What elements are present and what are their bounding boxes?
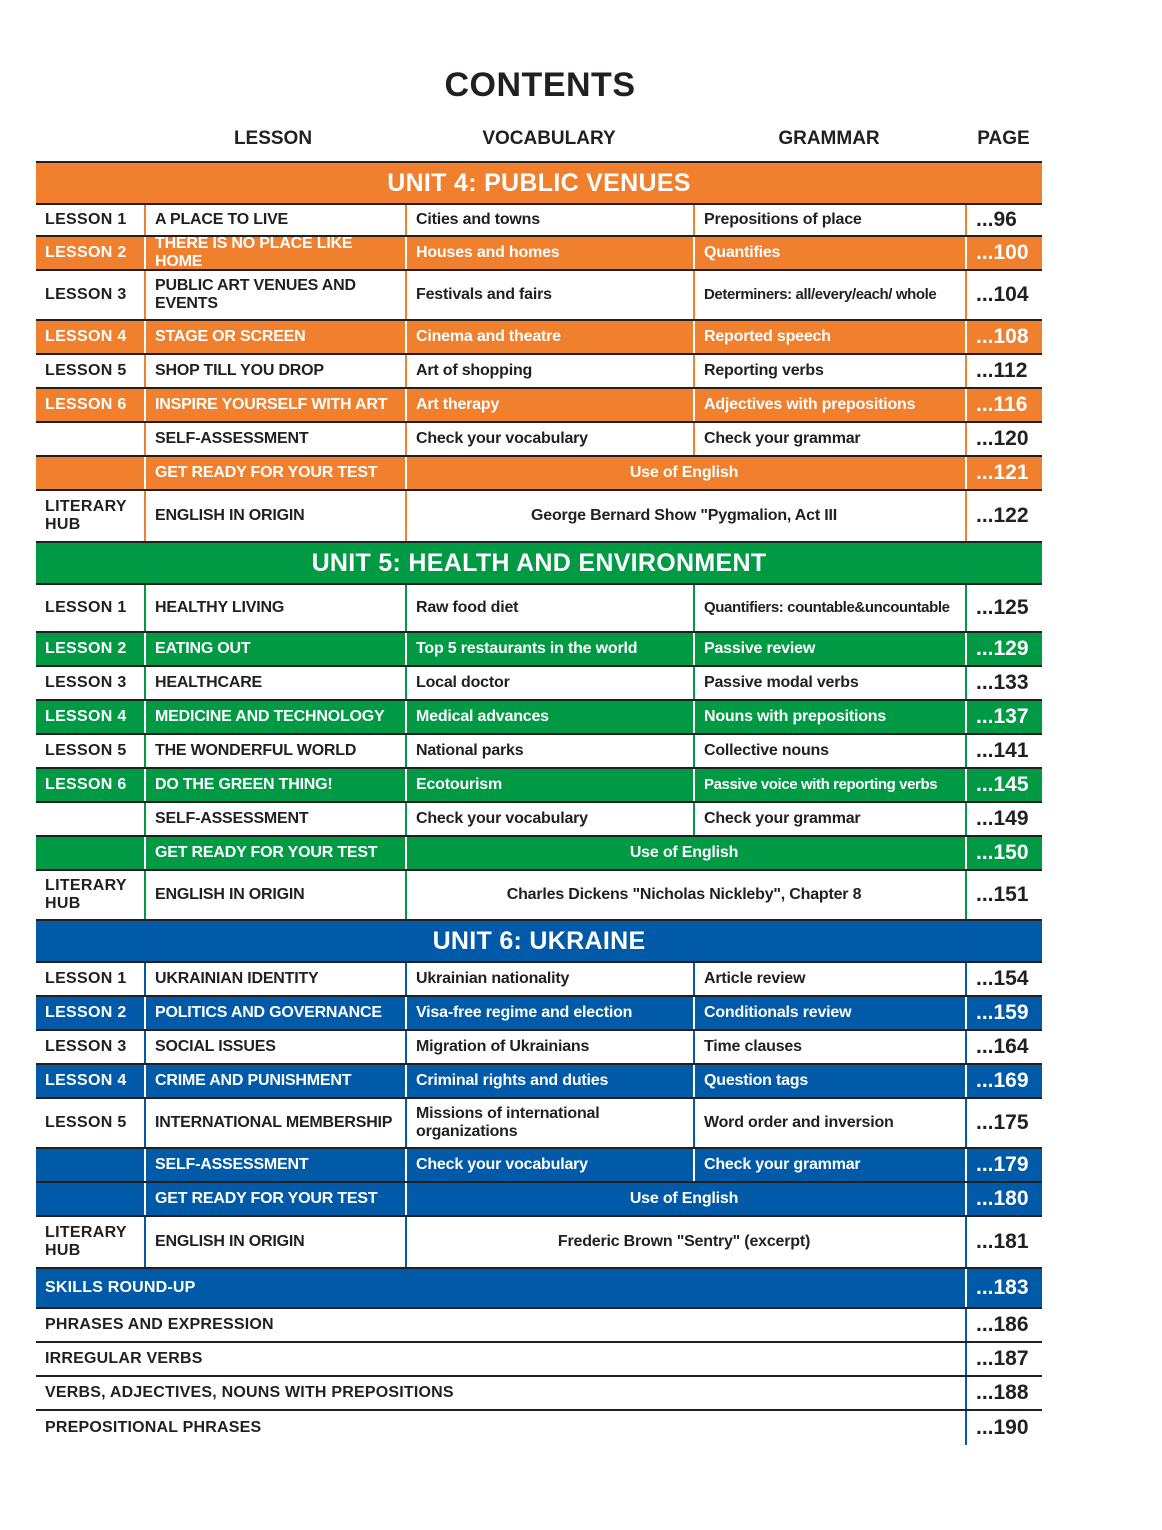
lesson-number: LESSON 6: [45, 396, 127, 413]
page-number: ...100: [965, 237, 1042, 269]
vocabulary-topic: Local doctor: [405, 667, 693, 699]
toc-row[interactable]: [36, 667, 1042, 701]
page-number: ...181: [965, 1217, 1042, 1267]
page-number: ...154: [965, 963, 1042, 995]
header-page: PAGE: [977, 128, 1030, 149]
page-number: ...187: [965, 1343, 1042, 1375]
grammar-topic: Quantifiers: countable&uncountable: [693, 585, 965, 631]
page-number: ...120: [965, 423, 1042, 455]
spanned-topic: George Bernard Show "Pygmalion, Act III: [405, 491, 965, 541]
lesson-title: SELF-ASSESSMENT: [144, 423, 405, 455]
unit-4-header: UNIT 4: PUBLIC VENUES: [36, 163, 1042, 205]
page-number: ...96: [965, 205, 1042, 235]
spanned-topic: Charles Dickens "Nicholas Nickleby", Chapter 8: [405, 871, 965, 919]
appendix-list: [36, 1309, 1042, 1445]
page-number: ...149: [965, 803, 1042, 835]
appendix-label: PHRASES AND EXPRESSION: [45, 1316, 274, 1333]
column-headers: [0, 128, 1162, 156]
header-lesson: LESSON: [233, 128, 313, 149]
header-vocabulary: VOCABULARY: [482, 128, 616, 149]
lesson-title: SOCIAL ISSUES: [144, 1031, 405, 1063]
grammar-topic: Check your grammar: [693, 423, 965, 455]
grammar-topic: Nouns with prepositions: [693, 701, 965, 733]
lesson-number: LITERARY HUB: [45, 498, 127, 533]
page-number: ...186: [965, 1309, 1042, 1341]
toc-row[interactable]: [36, 837, 1042, 871]
toc-row[interactable]: [36, 769, 1042, 803]
lesson-title: CRIME AND PUNISHMENT: [144, 1065, 405, 1097]
page-number: ...183: [965, 1269, 1042, 1307]
page-number: ...179: [965, 1149, 1042, 1181]
lesson-title: GET READY FOR YOUR TEST: [144, 837, 405, 869]
toc-row[interactable]: [36, 1031, 1042, 1065]
lesson-number: LESSON 5: [45, 362, 127, 379]
toc-row[interactable]: [36, 389, 1042, 423]
grammar-topic: Adjectives with prepositions: [693, 389, 965, 421]
toc-row[interactable]: [36, 997, 1042, 1031]
page-number: ...169: [965, 1065, 1042, 1097]
lesson-number: LESSON 2: [45, 640, 127, 657]
toc-row[interactable]: [36, 735, 1042, 769]
toc-row[interactable]: [36, 355, 1042, 389]
spanned-topic: Frederic Brown "Sentry" (excerpt): [405, 1217, 965, 1267]
spanned-topic: Use of English: [405, 1183, 965, 1215]
vocabulary-topic: Visa-free regime and election: [405, 997, 693, 1029]
lesson-number: LESSON 3: [45, 1038, 127, 1055]
appendix-label: PREPOSITIONAL PHRASES: [45, 1419, 262, 1436]
toc-row[interactable]: [36, 237, 1042, 271]
toc-row[interactable]: [36, 205, 1042, 237]
grammar-topic: Quantifies: [693, 237, 965, 269]
page-number: ...164: [965, 1031, 1042, 1063]
toc-row[interactable]: [36, 585, 1042, 633]
lesson-title: INSPIRE YOURSELF WITH ART: [144, 389, 405, 421]
toc-row[interactable]: [36, 321, 1042, 355]
grammar-topic: Conditionals review: [693, 997, 965, 1029]
lesson-number: [36, 457, 144, 489]
lesson-number: LESSON 3: [45, 286, 127, 303]
vocabulary-topic: Houses and homes: [405, 237, 693, 269]
page-number: ...150: [965, 837, 1042, 869]
lesson-number: LESSON 5: [45, 1114, 127, 1131]
toc-row[interactable]: [36, 1099, 1042, 1149]
lesson-title: A PLACE TO LIVE: [144, 205, 405, 235]
lesson-number: LESSON 3: [45, 674, 127, 691]
lesson-title: UKRAINIAN IDENTITY: [144, 963, 405, 995]
lesson-title: POLITICS AND GOVERNANCE: [144, 997, 405, 1029]
page-number: ...133: [965, 667, 1042, 699]
grammar-topic: Question tags: [693, 1065, 965, 1097]
lesson-title: SELF-ASSESSMENT: [144, 803, 405, 835]
grammar-topic: Determiners: all/every/each/ whole: [693, 271, 965, 319]
lesson-title: HEALTHCARE: [144, 667, 405, 699]
grammar-topic: Check your grammar: [693, 1149, 965, 1181]
page-number: ...104: [965, 271, 1042, 319]
page-number: ...112: [965, 355, 1042, 387]
lesson-title: INTERNATIONAL MEMBERSHIP: [144, 1099, 405, 1147]
toc-row[interactable]: [36, 1217, 1042, 1269]
lesson-title: ENGLISH IN ORIGIN: [144, 491, 405, 541]
spanned-topic: Use of English: [405, 457, 965, 489]
lesson-number: [36, 1183, 144, 1215]
lesson-title: ENGLISH IN ORIGIN: [144, 1217, 405, 1267]
grammar-topic: Article review: [693, 963, 965, 995]
toc-row[interactable]: [36, 633, 1042, 667]
lesson-number: LESSON 1: [45, 970, 127, 987]
vocabulary-topic: Criminal rights and duties: [405, 1065, 693, 1097]
lesson-title: GET READY FOR YOUR TEST: [144, 457, 405, 489]
lesson-number: LESSON 2: [45, 1004, 127, 1021]
page-number: ...145: [965, 769, 1042, 801]
spanned-topic: Use of English: [405, 837, 965, 869]
lesson-title: STAGE OR SCREEN: [144, 321, 405, 353]
vocabulary-topic: Top 5 restaurants in the world: [405, 633, 693, 665]
page-number: ...190: [965, 1411, 1042, 1445]
toc-row[interactable]: [36, 491, 1042, 543]
lesson-title: SELF-ASSESSMENT: [144, 1149, 405, 1181]
grammar-topic: Reporting verbs: [693, 355, 965, 387]
vocabulary-topic: Ukrainian nationality: [405, 963, 693, 995]
lesson-number: LITERARY HUB: [45, 1224, 127, 1259]
grammar-topic: Word order and inversion: [693, 1099, 965, 1147]
vocabulary-topic: Check your vocabulary: [405, 423, 693, 455]
lesson-title: DO THE GREEN THING!: [144, 769, 405, 801]
vocabulary-topic: Medical advances: [405, 701, 693, 733]
appendix-label: VERBS, ADJECTIVES, NOUNS WITH PREPOSITIONS: [45, 1384, 454, 1401]
grammar-topic: Collective nouns: [693, 735, 965, 767]
vocabulary-topic: Migration of Ukrainians: [405, 1031, 693, 1063]
toc-row[interactable]: [36, 1065, 1042, 1099]
lesson-title: THE WONDERFUL WORLD: [144, 735, 405, 767]
contents-table: [36, 163, 1042, 1445]
appendix-label: IRREGULAR VERBS: [45, 1350, 203, 1367]
lesson-number: LESSON 1: [45, 211, 127, 228]
grammar-topic: Prepositions of place: [693, 205, 965, 235]
page-number: ...151: [965, 871, 1042, 919]
grammar-topic: Passive review: [693, 633, 965, 665]
page-number: ...175: [965, 1099, 1042, 1147]
lesson-number: LESSON 2: [45, 244, 127, 261]
vocabulary-topic: Missions of international organizations: [405, 1099, 693, 1147]
lesson-number: [36, 803, 144, 835]
vocabulary-topic: Ecotourism: [405, 769, 693, 801]
lesson-title: SHOP TILL YOU DROP: [144, 355, 405, 387]
vocabulary-topic: Art therapy: [405, 389, 693, 421]
appendix-row[interactable]: [36, 1309, 1042, 1343]
lesson-title: GET READY FOR YOUR TEST: [144, 1183, 405, 1215]
appendix-row[interactable]: [36, 1377, 1042, 1411]
vocabulary-topic: National parks: [405, 735, 693, 767]
appendix-row[interactable]: [36, 1343, 1042, 1377]
grammar-topic: Time clauses: [693, 1031, 965, 1063]
page-number: ...159: [965, 997, 1042, 1029]
page-number: ...122: [965, 491, 1042, 541]
grammar-topic: Passive voice with reporting verbs: [693, 769, 965, 801]
vocabulary-topic: Raw food diet: [405, 585, 693, 631]
page-number: ...121: [965, 457, 1042, 489]
vocabulary-topic: Cinema and theatre: [405, 321, 693, 353]
vocabulary-topic: Check your vocabulary: [405, 803, 693, 835]
lesson-title: MEDICINE AND TECHNOLOGY: [144, 701, 405, 733]
lesson-title: THERE IS NO PLACE LIKE HOME: [144, 237, 405, 269]
appendix-row[interactable]: [36, 1411, 1042, 1445]
skills-roundup-row[interactable]: [36, 1269, 1042, 1309]
vocabulary-topic: Cities and towns: [405, 205, 693, 235]
header-grammar: GRAMMAR: [778, 128, 880, 149]
page-number: ...141: [965, 735, 1042, 767]
lesson-number: LESSON 4: [45, 328, 127, 345]
grammar-topic: Reported speech: [693, 321, 965, 353]
lesson-number: LESSON 5: [45, 742, 127, 759]
lesson-number: [36, 837, 144, 869]
skills-roundup-label: SKILLS ROUND-UP: [45, 1279, 196, 1296]
toc-row[interactable]: [36, 963, 1042, 997]
toc-row[interactable]: [36, 871, 1042, 921]
lesson-title: HEALTHY LIVING: [144, 585, 405, 631]
unit-5-header: UNIT 5: HEALTH AND ENVIRONMENT: [36, 543, 1042, 585]
page-number: ...129: [965, 633, 1042, 665]
toc-row[interactable]: [36, 457, 1042, 491]
toc-row[interactable]: [36, 423, 1042, 457]
page-number: ...188: [965, 1377, 1042, 1409]
toc-row[interactable]: [36, 701, 1042, 735]
toc-row[interactable]: [36, 271, 1042, 321]
page-number: ...137: [965, 701, 1042, 733]
lesson-number: LESSON 4: [45, 1072, 127, 1089]
lesson-number: [36, 1149, 144, 1181]
vocabulary-topic: Check your vocabulary: [405, 1149, 693, 1181]
unit-6-header: UNIT 6: UKRAINE: [36, 921, 1042, 963]
toc-row[interactable]: [36, 1183, 1042, 1217]
vocabulary-topic: Art of shopping: [405, 355, 693, 387]
toc-row[interactable]: [36, 1149, 1042, 1183]
lesson-number: LESSON 6: [45, 776, 127, 793]
grammar-topic: Passive modal verbs: [693, 667, 965, 699]
toc-row[interactable]: [36, 803, 1042, 837]
page-number: ...108: [965, 321, 1042, 353]
lesson-number: LESSON 4: [45, 708, 127, 725]
lesson-number: LITERARY HUB: [45, 877, 127, 912]
lesson-title: PUBLIC ART VENUES AND EVENTS: [144, 271, 405, 319]
page-number: ...180: [965, 1183, 1042, 1215]
grammar-topic: Check your grammar: [693, 803, 965, 835]
page-number: ...116: [965, 389, 1042, 421]
page-title: CONTENTS: [444, 66, 636, 104]
lesson-title: EATING OUT: [144, 633, 405, 665]
vocabulary-topic: Festivals and fairs: [405, 271, 693, 319]
lesson-title: ENGLISH IN ORIGIN: [144, 871, 405, 919]
lesson-number: [36, 423, 144, 455]
lesson-number: LESSON 1: [45, 599, 127, 616]
page-number: ...125: [965, 585, 1042, 631]
